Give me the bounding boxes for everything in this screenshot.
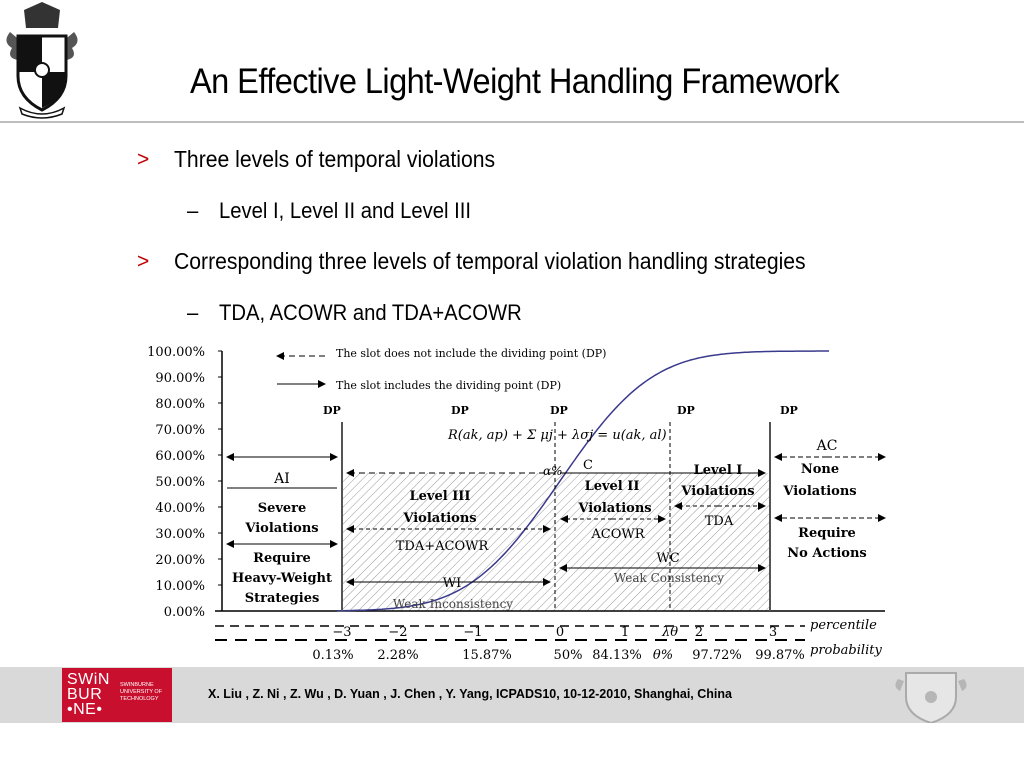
logo-line: •NE•: [67, 701, 103, 718]
logo-line: BUR: [67, 686, 103, 703]
level1-line2: Violations: [681, 484, 755, 499]
ai-line2: Violations: [245, 521, 319, 536]
y-tick-label: 100.00%: [147, 345, 205, 360]
probability-label: 84.13%: [592, 648, 642, 663]
x-tick-label: −2: [388, 625, 408, 640]
level3-line2: Violations: [403, 511, 477, 526]
x-tick-label: λθ: [661, 625, 679, 640]
sub-bullet-dash: –: [187, 300, 199, 325]
wc-desc: Weak Consistency: [613, 571, 725, 585]
x-tick-label: 3: [768, 625, 778, 640]
x-tick-label: −1: [463, 625, 483, 640]
x-tick-label: −3: [332, 625, 352, 640]
dp-label: DP: [677, 404, 695, 417]
y-tick-label: 0.00%: [163, 605, 205, 620]
probability-label: 2.28%: [377, 648, 419, 663]
probability-label: 97.72%: [692, 648, 742, 663]
slide-header: [0, 0, 1024, 124]
level1-line1: Level I: [693, 463, 743, 478]
ai-req2: Heavy-Weight: [231, 571, 333, 586]
level3-line1: Level III: [409, 489, 471, 504]
percentile-label: percentile: [810, 618, 877, 633]
alpha-label: α%: [543, 464, 563, 478]
c-label: C: [583, 458, 593, 473]
x-tick-group: [312, 625, 804, 663]
framework-diagram: [115, 336, 895, 666]
y-tick-label: 50.00%: [155, 475, 205, 490]
bullet-marker: >: [137, 250, 150, 273]
ai-label: AI: [274, 471, 290, 487]
probability-label: 99.87%: [755, 648, 805, 663]
swinburne-logo: [62, 668, 172, 722]
y-tick-label: 10.00%: [155, 579, 205, 594]
ac-req2: No Actions: [787, 546, 867, 561]
slide-footer: [0, 667, 1024, 768]
legend-includes: The slot includes the dividing point (DP): [336, 379, 562, 392]
level2-line1: Level II: [584, 479, 640, 494]
y-tick-label: 70.00%: [155, 423, 205, 438]
probability-label: 50%: [553, 648, 583, 663]
y-tick-label: 30.00%: [155, 527, 205, 542]
university-crest-icon: [2, 2, 82, 120]
y-tick-label: 60.00%: [155, 449, 205, 464]
legend-excludes: The slot does not include the dividing point (DP): [336, 347, 607, 360]
logo-subtitle: SWINBURNE UNIVERSITY OF TECHNOLOGY: [120, 682, 163, 702]
dp-label: DP: [451, 404, 469, 417]
level2-strategy: ACOWR: [591, 527, 645, 542]
violation-framework-figure: [115, 336, 895, 666]
sub-bullet-item: TDA, ACOWR and TDA+ACOWR: [219, 300, 522, 325]
wi-desc: Weak Inconsistency: [392, 597, 514, 611]
x-tick-label: 1: [620, 625, 630, 640]
probability-label: 15.87%: [462, 648, 512, 663]
footer-crest-icon: [892, 667, 970, 723]
probability-label: θ%: [652, 648, 674, 663]
y-tick-label: 20.00%: [155, 553, 205, 568]
ai-req1: Require: [253, 551, 311, 566]
logo-line: SWiN: [67, 671, 110, 688]
x-tick-label: 2: [694, 625, 704, 640]
slide-title: An Effective Light-Weight Handling Framework: [190, 62, 840, 101]
bullet-item: Corresponding three levels of temporal violation handling strategies: [174, 248, 806, 274]
level3-strategy: TDA+ACOWR: [395, 539, 489, 554]
bullet-marker: >: [137, 148, 150, 171]
dp-label: DP: [550, 404, 568, 417]
level2-line2: Violations: [578, 501, 652, 516]
y-tick-label: 40.00%: [155, 501, 205, 516]
dp-label: DP: [323, 404, 341, 417]
ac-line1: None: [800, 462, 840, 477]
probability-label: probability: [810, 643, 882, 658]
wi-label: WI: [442, 576, 462, 591]
citation: X. Liu , Z. Ni , Z. Wu , D. Yuan , J. Chen , Y. Yang, ICPADS10, 10-12-2010, Shanghai, China: [208, 687, 732, 701]
logo-wordmark: [67, 672, 110, 717]
ac-label: AC: [816, 438, 838, 454]
y-tick-label: 80.00%: [155, 397, 205, 412]
sub-bullet-dash: –: [187, 198, 199, 223]
header-divider: [0, 121, 1024, 123]
sub-bullet-item: Level I, Level II and Level III: [219, 198, 472, 223]
wc-label: WC: [656, 551, 680, 566]
ai-req3: Strategies: [244, 591, 320, 606]
level1-strategy: TDA: [704, 514, 734, 529]
x-tick-label: 0: [555, 625, 565, 640]
ac-line2: Violations: [783, 484, 857, 499]
y-tick-label: 90.00%: [155, 371, 205, 386]
probability-label: 0.13%: [312, 648, 354, 663]
ac-req1: Require: [798, 526, 856, 541]
formula: R(ak, ap) + Σ μj + λσj = u(ak, al): [448, 428, 667, 443]
y-tick-group: [147, 345, 222, 620]
dp-label: DP: [780, 404, 798, 417]
ai-line1: Severe: [257, 501, 307, 516]
bullet-item: Three levels of temporal violations: [174, 146, 496, 172]
